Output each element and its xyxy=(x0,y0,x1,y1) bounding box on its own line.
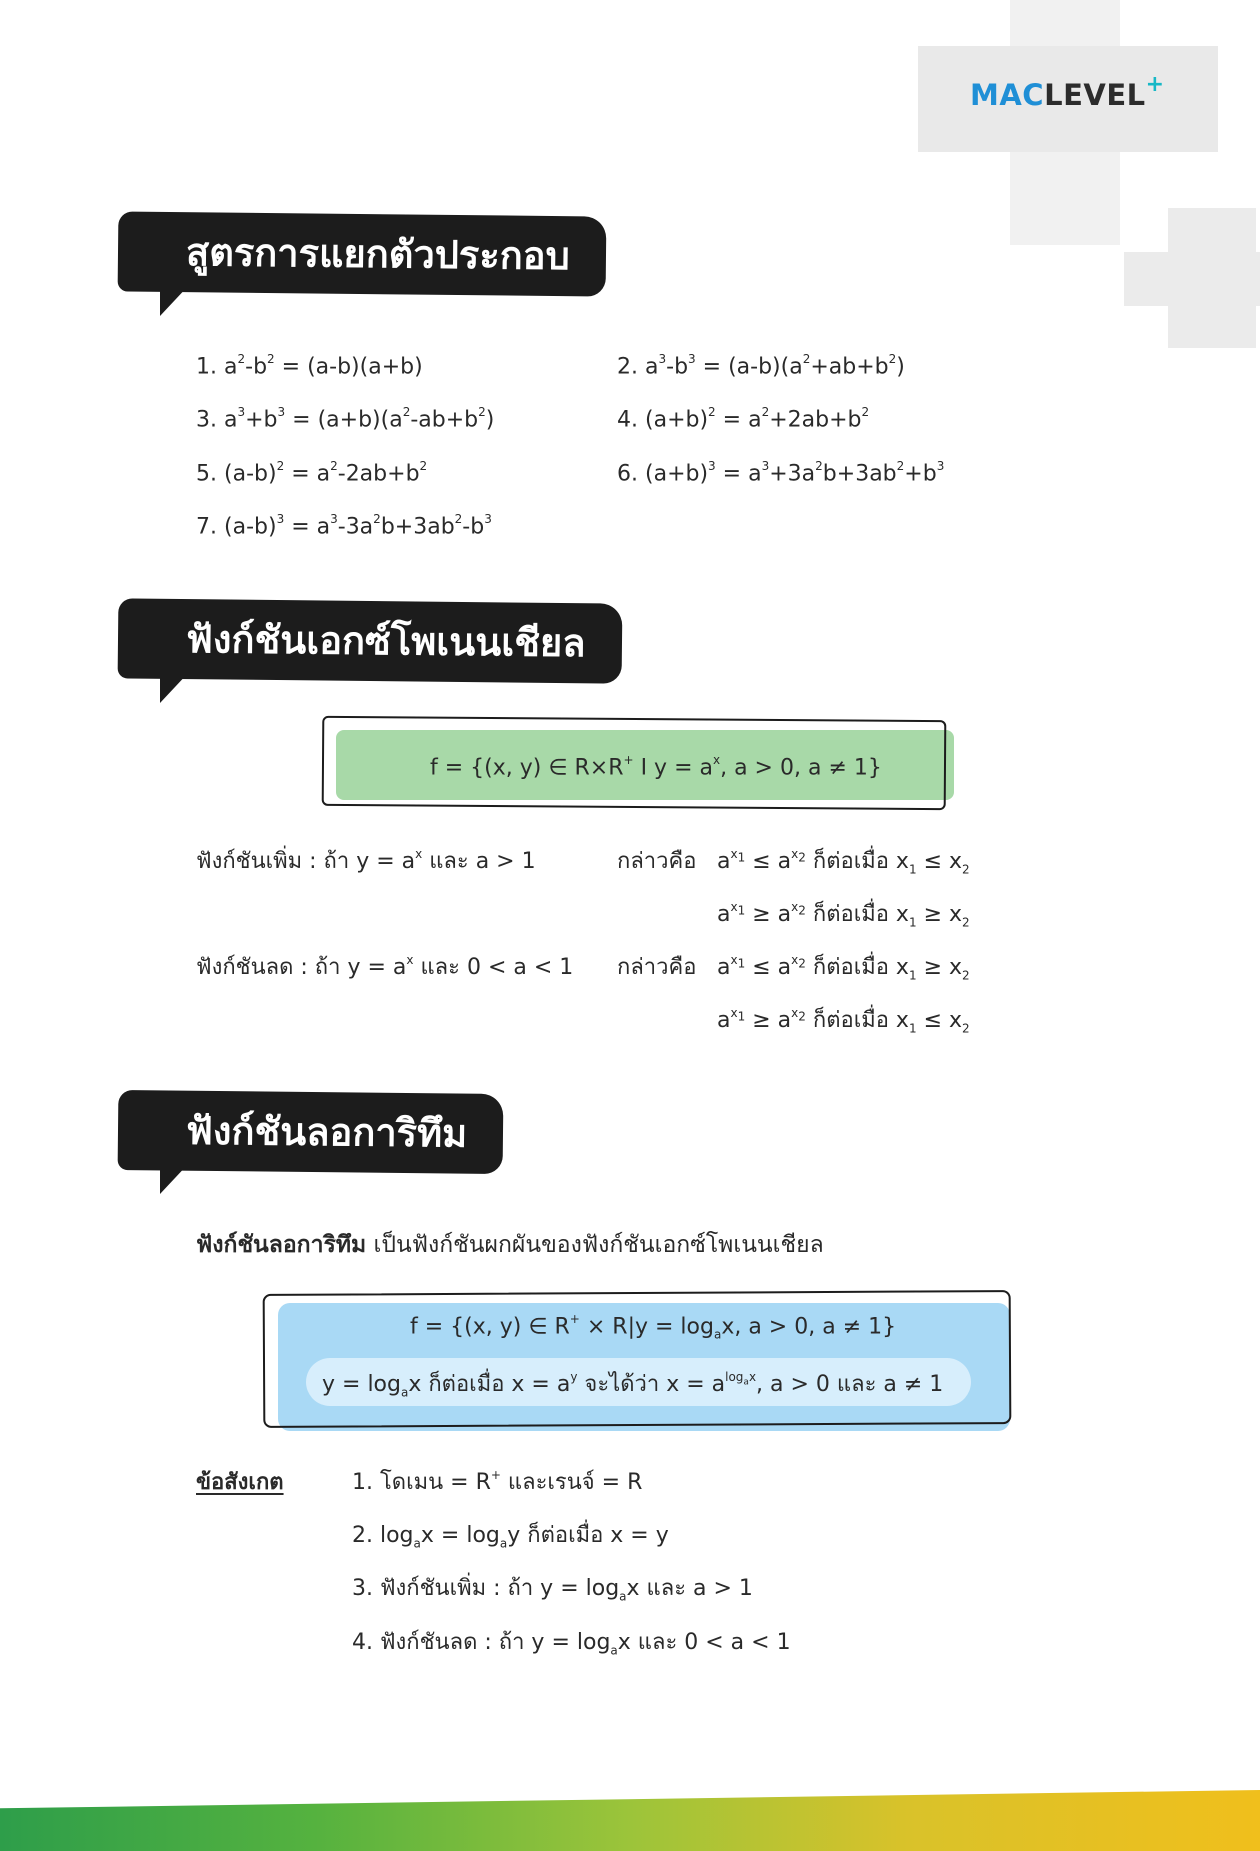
section-exponential-banner xyxy=(118,601,622,681)
brand-logo: MACLEVEL+ xyxy=(970,72,1165,112)
banner-tail xyxy=(160,671,190,703)
formula-2: 2. $a^3-b^3 = (a-b)(a^2+ab+b^2)$ xyxy=(617,352,905,380)
section-factoring-banner xyxy=(118,214,606,294)
bg-cross-4 xyxy=(1124,252,1260,306)
exp-meaning-1: กล่าวคือ xyxy=(617,849,697,874)
exp-meaning-2: กล่าวคือ xyxy=(617,955,697,980)
formula-7: 7. $(a-b)^3 = a^3-3a^2b+3ab^2-b^3$ xyxy=(196,512,492,540)
exp-rule-1: $a^{x_1} \le a^{x_2}$ ก็ต่อเมื่อ $x_1 \le x_2$ xyxy=(717,846,970,877)
section-factoring-title: สูตรการแยกตัวประกอบ xyxy=(118,211,607,296)
formula-4: 4. $(a+b)^2 = a^2+2ab+b^2$ xyxy=(617,405,870,433)
log-note-1: 1. โดเมน = R+ และเรนจ์ = R xyxy=(352,1467,643,1495)
exp-rule-3: $a^{x_1} \le a^{x_2}$ ก็ต่อเมื่อ $x_1 \ge x_2$ xyxy=(717,952,970,983)
formula-5: 5. $(a-b)^2 = a^2-2ab+b^2$ xyxy=(196,459,428,487)
log-note-3: 3. ฟังก์ชันเพิ่ม : ถ้า $y = \log_ax$ และ a > 1 xyxy=(352,1576,753,1604)
exp-decreasing: ฟังก์ชันลด : ถ้า $y = a^x$ และ 0 < a < 1 xyxy=(196,952,574,980)
banner-tail xyxy=(160,284,190,316)
formula-6: 6. $(a+b)^3 = a^3+3a^2b+3ab^2+b^3$ xyxy=(617,459,945,487)
exponential-definition: f = {(x, y) ∈ R×R+ I $y = a^x$, a > 0, a ≠ 1} xyxy=(430,753,882,781)
section-logarithm-banner xyxy=(118,1092,503,1172)
section-logarithm-title: ฟังก์ชันลอการิทึม xyxy=(118,1090,504,1174)
exp-rule-2: $a^{x_1} \ge a^{x_2}$ ก็ต่อเมื่อ $x_1 \ge x_2$ xyxy=(717,899,970,930)
exp-rule-4: $a^{x_1} \ge a^{x_2}$ ก็ต่อเมื่อ $x_1 \le x_2$ xyxy=(717,1005,970,1036)
banner-tail xyxy=(160,1162,190,1194)
log-intro: ฟังก์ชันลอการิทึม เป็นฟังก์ชันผกผันของฟังก์ชันเอกซ์โพเนนเชียล xyxy=(196,1232,824,1258)
log-notes-label: ข้อสังเกต xyxy=(196,1470,284,1495)
log-note-2: 2. $\log_ax = \log_ay$ ก็ต่อเมื่อ x = y xyxy=(352,1523,669,1551)
log-definition-1: f = {(x, y) ∈ $R^+ \times R|y = \log_ax$, a > 0, a ≠ 1} xyxy=(410,1312,897,1342)
formula-1: 1. $a^2-b^2 = (a-b)(a+b)$ xyxy=(196,352,423,380)
formula-3: 3. $a^3+b^3 = (a+b)(a^2-ab+b^2)$ xyxy=(196,405,495,433)
section-exponential-title: ฟังก์ชันเอกซ์โพเนนเชียล xyxy=(118,598,622,683)
exp-increasing: ฟังก์ชันเพิ่ม : ถ้า $y = a^x$ และ a > 1 xyxy=(196,846,536,874)
footer-gradient-stripe xyxy=(0,1790,1260,1851)
log-definition-2: $y = \log_ax$ ก็ต่อเมื่อ $x = a^y$ จะได้ว่า $x = a^{log_ax}$, a > 0 และ a ≠ 1 xyxy=(322,1369,944,1400)
log-note-4: 4. ฟังก์ชันลด : ถ้า $y = \log_ax$ และ 0 < a < 1 xyxy=(352,1630,791,1658)
